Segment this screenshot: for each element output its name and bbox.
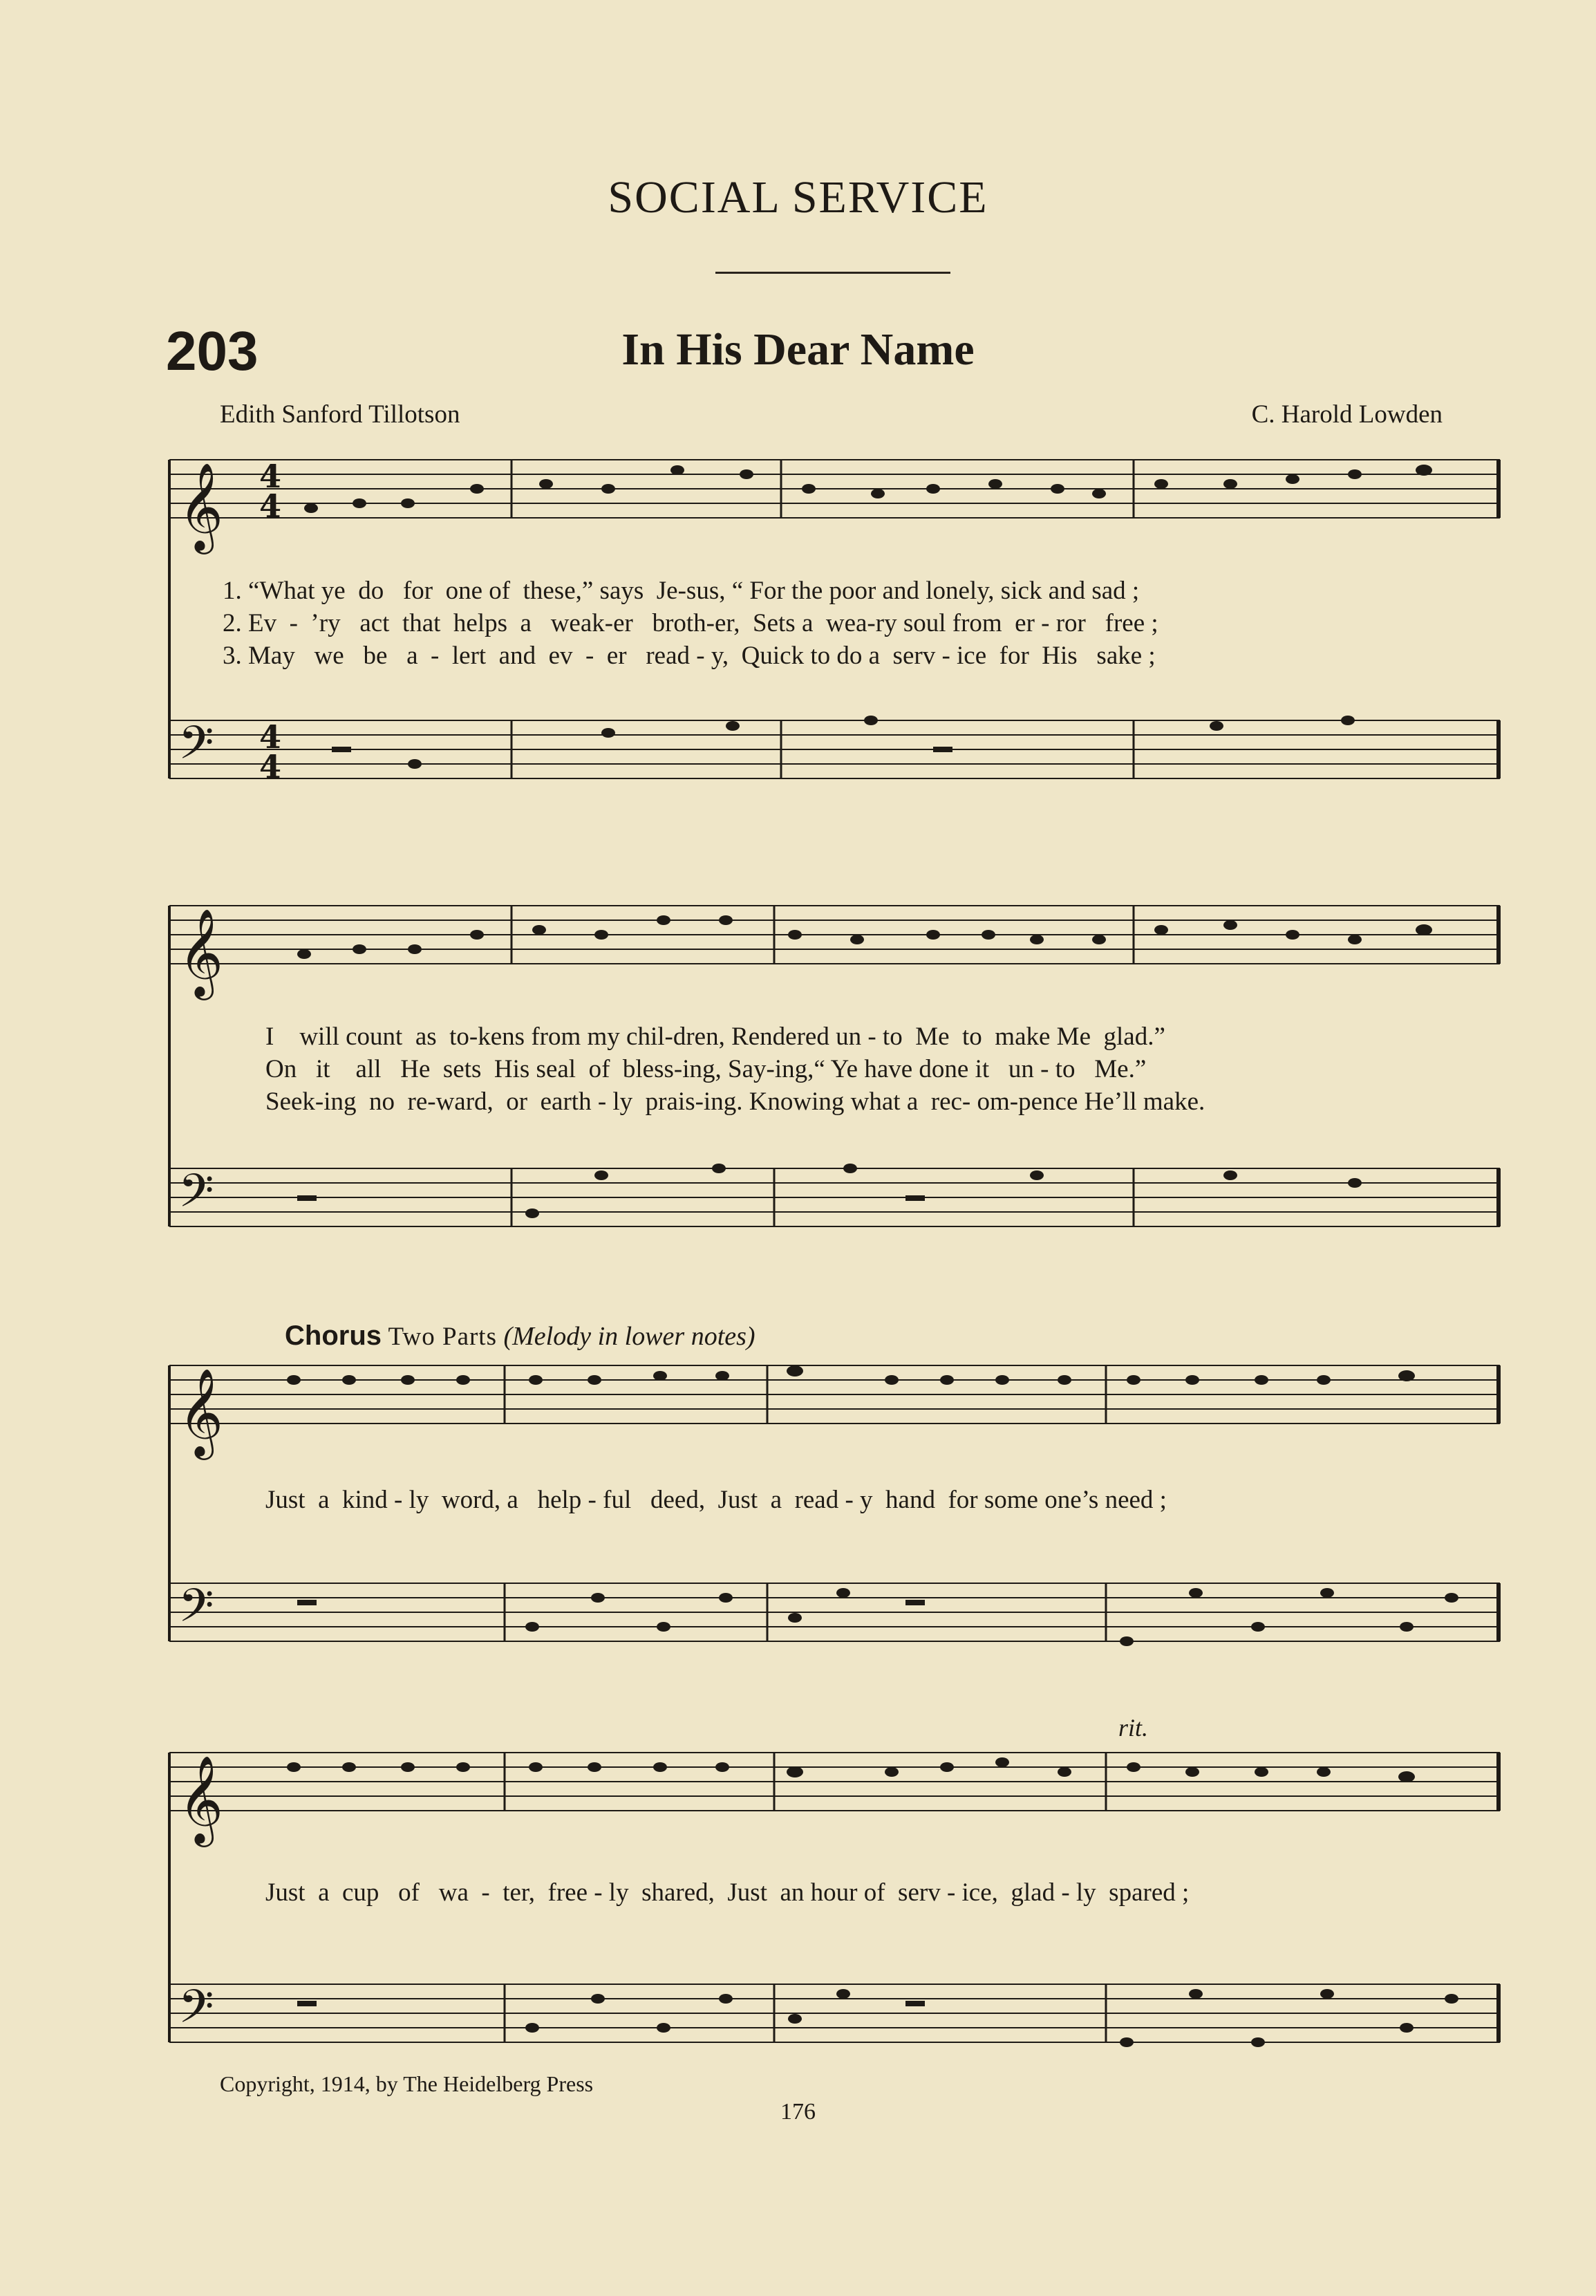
treble-clef-icon: 𝄞 [178, 462, 224, 550]
chorus-line-1: Just a kind - ly word, a help - ful deed, Just a read - y hand for some one’s need ; [265, 1486, 1167, 1514]
verse-1-line-1: 1. “What ye do for one of these,” says Je-sus, “ For the poor and lonely, sick and sad ; [223, 577, 1140, 605]
verse-1-line-2: I will count as to-kens from my chil-dren, Rendered un - to Me to make Me glad.” [265, 1023, 1165, 1051]
treble-clef-icon: 𝄞 [178, 1368, 224, 1456]
chorus-parts: Two Parts [388, 1323, 497, 1351]
bass-clef-icon: 𝄢 [178, 1980, 214, 2044]
author-credit: Edith Sanford Tillotson [220, 400, 460, 429]
ritardando-mark: rit. [1118, 1714, 1149, 1742]
hymn-title: In His Dear Name [621, 324, 975, 375]
verse-2-line-2: On it all He sets His seal of bless-ing, Say-ing,“ Ye have done it un - to Me.” [265, 1055, 1147, 1083]
copyright-notice: Copyright, 1914, by The Heidelberg Press [220, 2071, 594, 2096]
treble-staff-1 [169, 460, 1500, 518]
chorus-line-2: Just a cup of wa - ter, free - ly shared, Just an hour of serv - ice, glad - ly spared ; [265, 1878, 1190, 1907]
svg-text:4: 4 [259, 718, 282, 756]
chorus-heading [285, 1320, 755, 1352]
composer-credit: C. Harold Lowden [1251, 400, 1443, 429]
chorus-note: (Melody in lower notes) [503, 1322, 755, 1351]
verse-2-line-1: 2. Ev - ’ry act that helps a weak-er broth-er, Sets a wea-ry soul from er - ror free ; [223, 609, 1158, 637]
bass-clef-icon: 𝄢 [178, 716, 214, 781]
verse-3-line-2: Seek-ing no re-ward, or earth - ly prais-ing. Knowing what a rec- om-pence He’ll make. [265, 1088, 1205, 1116]
hymn-number: 203 [166, 320, 259, 382]
bass-clef-icon: 𝄢 [178, 1164, 214, 1229]
chorus-label: Chorus [285, 1320, 382, 1351]
page-number: 176 [780, 2099, 816, 2125]
svg-text:4: 4 [259, 458, 282, 495]
svg-text:4: 4 [259, 487, 282, 525]
svg-text:4: 4 [259, 748, 282, 785]
verse-3-line-1: 3. May we be a - lert and ev - er read - y, Quick to do a serv - ice for His sake ; [223, 642, 1156, 670]
section-title: SOCIAL SERVICE [608, 172, 988, 223]
treble-clef-icon: 𝄞 [178, 908, 224, 996]
treble-clef-icon: 𝄞 [178, 1755, 224, 1843]
bass-clef-icon: 𝄢 [178, 1579, 214, 1643]
bass-staff-1 [169, 720, 1500, 778]
